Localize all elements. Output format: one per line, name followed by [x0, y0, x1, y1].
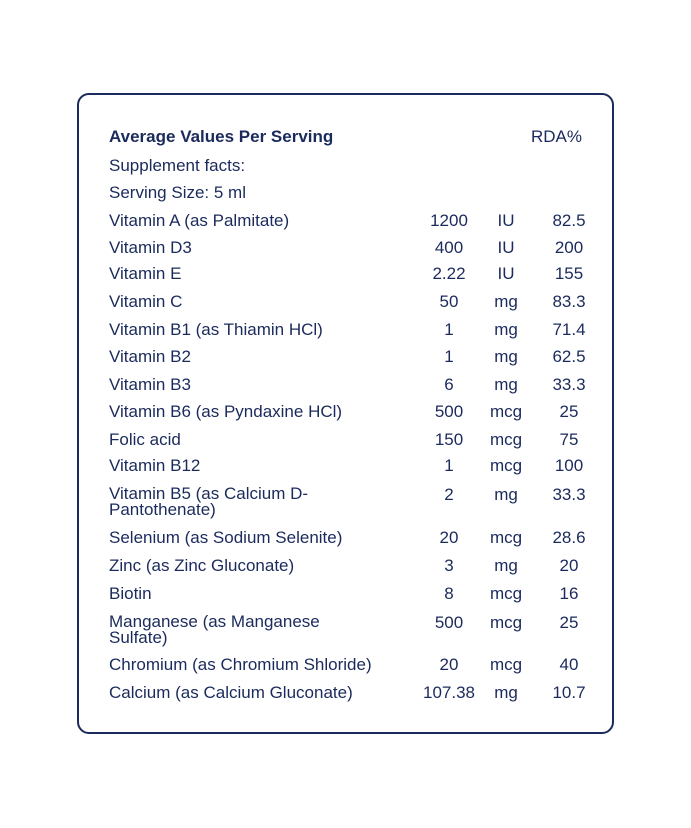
nutrient-unit: mg	[494, 375, 518, 394]
nutrient-name: Vitamin D3	[109, 238, 192, 257]
nutrient-rda: 62.5	[552, 347, 586, 366]
nutrient-rda: 28.6	[552, 528, 586, 547]
nutrient-name: Vitamin B5 (as Calcium D-Pantothenate)	[109, 484, 309, 519]
nutrient-name: Vitamin B6 (as Pyndaxine HCl)	[109, 402, 343, 421]
nutrient-amount: 1	[444, 456, 454, 475]
nutrient-rda: 100	[554, 456, 584, 475]
nutrient-amount: 6	[444, 375, 454, 394]
nutrient-amount: 1	[444, 320, 454, 339]
nutrient-amount: 1	[444, 347, 454, 366]
panel-title: Average Values Per Serving	[109, 127, 334, 146]
nutrient-amount: 20	[439, 528, 459, 547]
nutrient-amount: 3	[444, 556, 454, 575]
nutrient-unit: mg	[494, 683, 518, 702]
nutrient-rda: 83.3	[552, 292, 586, 311]
nutrient-rda: 33.3	[552, 375, 586, 394]
nutrient-unit: mcg	[489, 613, 523, 632]
nutrient-amount: 20	[439, 655, 459, 674]
nutrient-name: Chromium (as Chromium Shloride)	[109, 655, 372, 674]
supplement-facts-panel	[77, 93, 614, 734]
nutrient-name: Vitamin B3	[109, 375, 191, 394]
nutrient-rda: 20	[559, 556, 579, 575]
nutrient-name: Biotin	[109, 584, 152, 603]
serving-size: Serving Size: 5 ml	[109, 183, 246, 202]
nutrient-rda: 200	[554, 238, 584, 257]
nutrient-amount: 2	[444, 485, 454, 504]
nutrient-unit: mg	[494, 556, 518, 575]
nutrient-amount: 107.38	[423, 683, 475, 702]
nutrient-amount: 8	[444, 584, 454, 603]
nutrient-rda: 10.7	[552, 683, 586, 702]
nutrient-unit: mcg	[489, 655, 523, 674]
nutrient-rda: 71.4	[552, 320, 586, 339]
nutrient-amount: 500	[434, 402, 464, 421]
nutrient-unit: mcg	[489, 584, 523, 603]
nutrient-amount: 400	[434, 238, 464, 257]
nutrient-name: Vitamin A (as Palmitate)	[109, 211, 290, 230]
nutrient-name: Folic acid	[109, 430, 181, 449]
nutrient-rda: 33.3	[552, 485, 586, 504]
nutrient-unit: mg	[494, 485, 518, 504]
nutrient-name: Vitamin B2	[109, 347, 191, 366]
nutrient-rda: 82.5	[552, 211, 586, 230]
nutrient-rda: 25	[559, 402, 579, 421]
nutrient-rda: 25	[559, 613, 579, 632]
nutrient-amount: 500	[434, 613, 464, 632]
nutrient-name: Vitamin E	[109, 264, 182, 283]
facts-label: Supplement facts:	[109, 156, 246, 175]
nutrient-unit: IU	[497, 264, 515, 283]
nutrient-unit: mcg	[489, 456, 523, 475]
nutrient-amount: 50	[439, 292, 459, 311]
nutrient-unit: mg	[494, 292, 518, 311]
rda-column-header: RDA%	[531, 127, 583, 146]
nutrient-unit: mcg	[489, 430, 523, 449]
nutrient-name: Zinc (as Zinc Gluconate)	[109, 556, 295, 575]
nutrient-rda: 155	[554, 264, 584, 283]
nutrient-amount: 150	[434, 430, 464, 449]
nutrient-rda: 75	[559, 430, 579, 449]
nutrient-name: Vitamin C	[109, 292, 183, 311]
nutrient-name: Manganese (as Manganese Sulfate)	[109, 612, 320, 647]
nutrient-unit: mg	[494, 347, 518, 366]
nutrient-unit: mcg	[489, 528, 523, 547]
nutrient-amount: 2.22	[432, 264, 466, 283]
nutrient-name: Selenium (as Sodium Selenite)	[109, 528, 343, 547]
nutrient-unit: mg	[494, 320, 518, 339]
nutrient-rda: 16	[559, 584, 579, 603]
nutrient-amount: 1200	[430, 211, 468, 230]
nutrient-unit: IU	[497, 211, 515, 230]
nutrient-unit: mcg	[489, 402, 523, 421]
nutrient-unit: IU	[497, 238, 515, 257]
nutrient-name: Calcium (as Calcium Gluconate)	[109, 683, 353, 702]
nutrient-name: Vitamin B12	[109, 456, 201, 475]
nutrient-name: Vitamin B1 (as Thiamin HCl)	[109, 320, 323, 339]
nutrient-rda: 40	[559, 655, 579, 674]
